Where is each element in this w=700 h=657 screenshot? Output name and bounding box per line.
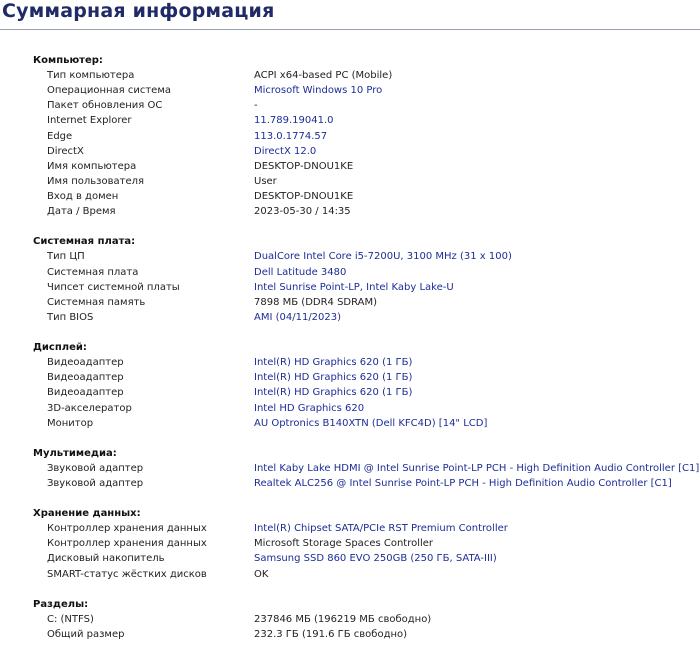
info-row xyxy=(0,265,700,280)
page-title: Суммарная информация xyxy=(2,0,275,22)
row-value: OK xyxy=(254,568,269,580)
row-value-link[interactable]: Realtek ALC256 @ Intel Sunrise Point-LP PCH - High Definition Audio Controller [C1] xyxy=(254,477,672,489)
info-row xyxy=(0,204,700,219)
row-label: Системная память xyxy=(47,296,146,308)
summary-section xyxy=(0,234,700,325)
row-value-link[interactable]: Dell Latitude 3480 xyxy=(254,266,347,278)
section-header: Мультимедиа: xyxy=(33,447,117,459)
row-label: Видеоадаптер xyxy=(47,372,124,384)
title-divider xyxy=(0,29,700,30)
info-row xyxy=(0,68,700,83)
row-label: Тип ЦП xyxy=(47,251,85,263)
section-header: Компьютер: xyxy=(33,55,103,66)
row-value-link[interactable]: Microsoft Windows 10 Pro xyxy=(254,85,383,97)
row-value-link[interactable]: 11.789.19041.0 xyxy=(254,115,334,127)
section-header: Дисплей: xyxy=(33,342,87,354)
row-value-link[interactable]: AMI (04/11/2023) xyxy=(254,311,342,323)
row-value-link[interactable]: DualCore Intel Core i5-7200U, 3100 MHz (31 x 100) xyxy=(254,251,512,263)
row-label: Вход в домен xyxy=(47,191,119,203)
info-row xyxy=(0,129,700,144)
row-label: Тип компьютера xyxy=(47,70,135,81)
row-label: Пакет обновления ОС xyxy=(47,100,163,112)
info-row xyxy=(0,174,700,189)
summary-section xyxy=(0,506,700,582)
row-label: SMART-статус жёстких дисков xyxy=(47,568,207,580)
info-row xyxy=(0,249,700,264)
row-value-link[interactable]: Samsung SSD 860 EVO 250GB (250 ГБ, SATA-III) xyxy=(254,553,497,565)
info-row xyxy=(0,551,700,566)
section-header: Системная плата: xyxy=(33,236,136,248)
info-row xyxy=(0,144,700,159)
summary-section xyxy=(0,597,700,642)
row-label: Звуковой адаптер xyxy=(47,462,144,474)
row-value: 232.3 ГБ (191.6 ГБ свободно) xyxy=(254,628,408,640)
info-row xyxy=(0,521,700,536)
row-value: DESKTOP-DNOU1KE xyxy=(254,191,354,203)
info-row xyxy=(0,355,700,370)
row-label: Имя пользователя xyxy=(47,175,145,187)
row-value-link[interactable]: Intel(R) HD Graphics 620 (1 ГБ) xyxy=(254,357,413,369)
row-label: Видеоадаптер xyxy=(47,387,124,399)
info-row xyxy=(0,370,700,385)
info-row xyxy=(0,295,700,310)
info-row xyxy=(0,416,700,431)
row-value: ACPI x64-based PC (Mobile) xyxy=(254,70,393,81)
summary-section xyxy=(0,53,700,219)
info-row xyxy=(0,98,700,113)
row-label: Тип BIOS xyxy=(47,311,94,323)
row-value: - xyxy=(254,100,258,112)
row-value: 7898 МБ (DDR4 SDRAM) xyxy=(254,296,378,308)
row-label: Internet Explorer xyxy=(47,115,132,127)
row-value: DESKTOP-DNOU1KE xyxy=(254,160,354,172)
section-header: Хранение данных: xyxy=(33,508,141,520)
row-label: Контроллер хранения данных xyxy=(47,523,207,535)
info-row xyxy=(0,385,700,400)
row-label: 3D-акселератор xyxy=(47,402,132,414)
row-label: Видеоадаптер xyxy=(47,357,124,369)
row-label: Чипсет системной платы xyxy=(47,281,180,293)
row-label: Монитор xyxy=(47,417,94,429)
info-row xyxy=(0,536,700,551)
row-value-link[interactable]: DirectX 12.0 xyxy=(254,145,317,157)
info-row xyxy=(0,189,700,204)
row-value-link[interactable]: Intel Sunrise Point-LP, Intel Kaby Lake-U xyxy=(254,281,454,293)
summary-section xyxy=(0,340,700,431)
info-row xyxy=(0,310,700,325)
section-header: Разделы: xyxy=(33,598,89,610)
row-value: Microsoft Storage Spaces Controller xyxy=(254,538,434,550)
info-row xyxy=(0,461,700,476)
info-row xyxy=(0,612,700,627)
row-label: Системная плата xyxy=(47,266,139,278)
row-value: 2023-05-30 / 14:35 xyxy=(254,206,351,218)
row-label: Имя компьютера xyxy=(47,160,137,172)
row-label: Контроллер хранения данных xyxy=(47,538,207,550)
row-label: Звуковой адаптер xyxy=(47,477,144,489)
row-value: User xyxy=(254,175,277,187)
info-row xyxy=(0,567,700,582)
row-label: Дисковый накопитель xyxy=(47,553,165,565)
row-value-link[interactable]: Intel(R) HD Graphics 620 (1 ГБ) xyxy=(254,387,413,399)
row-value-link[interactable]: Intel HD Graphics 620 xyxy=(254,402,365,414)
info-row xyxy=(0,159,700,174)
row-value-link[interactable]: Intel Kaby Lake HDMI @ Intel Sunrise Point-LP PCH - High Definition Audio Controller [C1] xyxy=(254,462,700,474)
row-label: Общий размер xyxy=(47,628,125,640)
row-value: 237846 МБ (196219 МБ свободно) xyxy=(254,613,432,625)
row-label: Edge xyxy=(47,130,73,142)
row-label: Дата / Время xyxy=(47,206,116,218)
info-row xyxy=(0,83,700,98)
info-row xyxy=(0,476,700,491)
row-value-link[interactable]: Intel(R) Chipset SATA/PCIe RST Premium Controller xyxy=(254,523,508,535)
row-label: DirectX xyxy=(47,145,84,157)
info-row xyxy=(0,401,700,416)
row-value-link[interactable]: 113.0.1774.57 xyxy=(254,130,328,142)
row-value-link[interactable]: AU Optronics B140XTN (Dell KFC4D) [14" LCD] xyxy=(254,417,488,429)
info-row xyxy=(0,627,700,642)
summary-section xyxy=(0,446,700,491)
info-row xyxy=(0,113,700,128)
row-label: C: (NTFS) xyxy=(47,613,94,625)
info-row xyxy=(0,280,700,295)
row-label: Операционная система xyxy=(47,85,172,97)
row-value-link[interactable]: Intel(R) HD Graphics 620 (1 ГБ) xyxy=(254,372,413,384)
summary-content xyxy=(0,53,700,657)
